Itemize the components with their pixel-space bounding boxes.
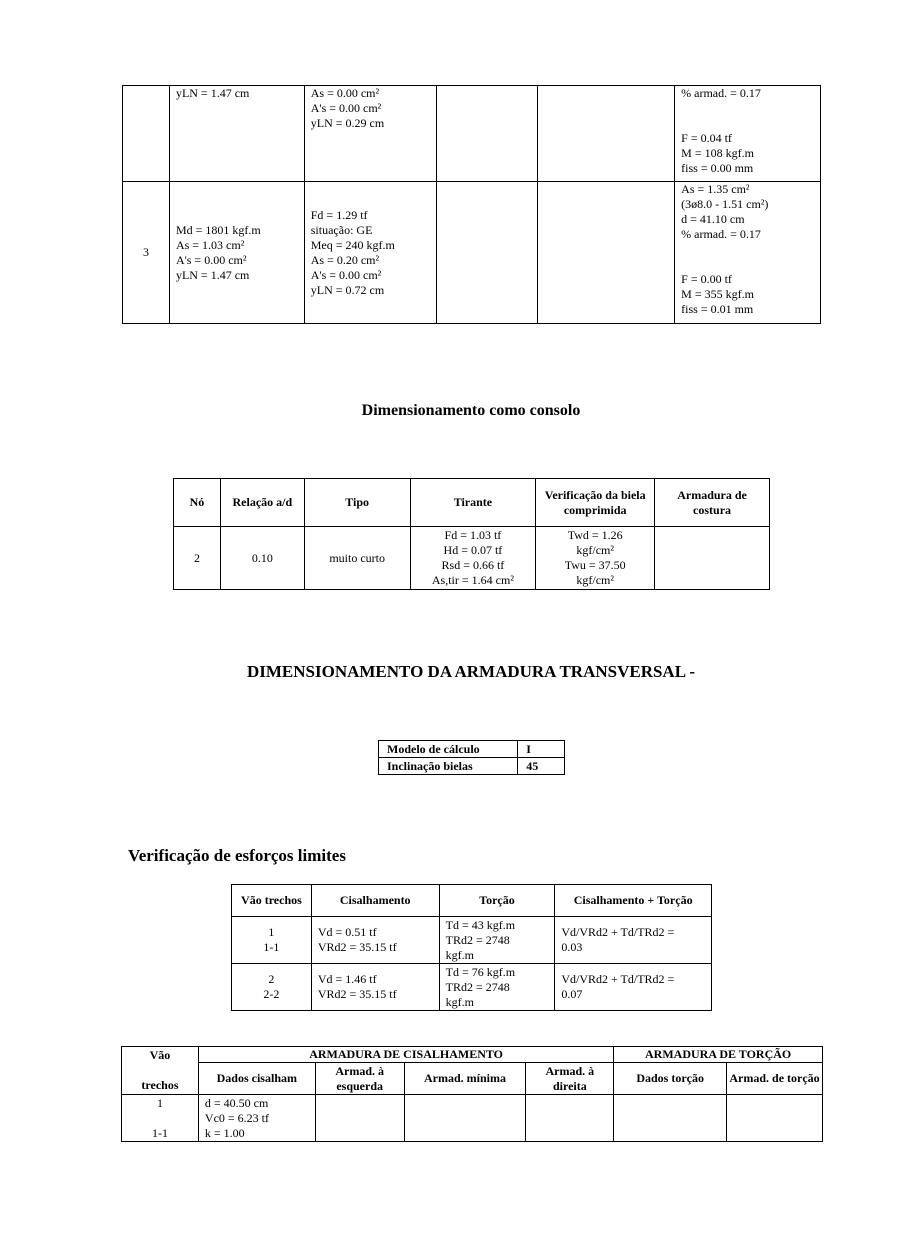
column-header: Verificação da biela comprimida — [536, 479, 655, 527]
table-cell: yLN = 1.47 cm — [169, 86, 304, 182]
vao-header: Vão trechos — [122, 1047, 199, 1095]
table-row — [379, 758, 565, 775]
consolo-table — [173, 478, 770, 590]
table-cell — [436, 86, 538, 182]
table-cell — [526, 1095, 614, 1142]
column-header: Tirante — [410, 479, 536, 527]
node-cell: 3 — [123, 182, 170, 324]
table-cell: muito curto — [304, 527, 410, 590]
table-cell: d = 40.50 cm Vc0 = 6.23 tf k = 1.00 — [198, 1095, 315, 1142]
table-cell: As = 1.35 cm² (3ø8.0 - 1.51 cm²) d = 41.10 cm % armad. = 0.17 F = 0.00 tf M = 355 kgf.m fiss = 0.01 mm — [675, 182, 821, 324]
table-cell — [655, 527, 770, 590]
column-header: Dados torção — [614, 1063, 727, 1095]
flexao-table — [122, 85, 821, 324]
modelo-label: Modelo de cálculo — [379, 741, 518, 758]
table-row — [379, 741, 565, 758]
column-header: Cisalhamento + Torção — [555, 885, 712, 917]
column-header: Tipo — [304, 479, 410, 527]
table-header-row — [232, 885, 712, 917]
column-header: Armad. mínima — [404, 1063, 526, 1095]
table-cell: 1 1-1 — [232, 917, 312, 964]
table-cell — [538, 86, 675, 182]
torcao-group-header: ARMADURA DE TORÇÃO — [614, 1047, 823, 1063]
table-header-row — [174, 479, 770, 527]
table-cell: Td = 43 kgf.m TRd2 = 2748 kgf.m — [439, 917, 555, 964]
table-cell: % armad. = 0.17 F = 0.04 tf M = 108 kgf.m fiss = 0.00 mm — [675, 86, 821, 182]
esforcos-table — [231, 884, 712, 1011]
table-cell: Vd/VRd2 + Td/TRd2 = 0.07 — [555, 964, 712, 1011]
table-cell: 1 1-1 — [122, 1095, 199, 1142]
column-header: Cisalhamento — [311, 885, 439, 917]
inclinacao-value: 45 — [518, 758, 565, 775]
column-header: Relação a/d — [220, 479, 304, 527]
column-header: Nó — [174, 479, 221, 527]
table-cell — [404, 1095, 526, 1142]
consolo-title: Dimensionamento como consolo — [361, 402, 581, 419]
table-header-row — [122, 1047, 823, 1063]
table-header-row — [122, 1063, 823, 1095]
table-row — [174, 527, 770, 590]
table-cell — [315, 1095, 404, 1142]
table-cell: As = 0.00 cm² A's = 0.00 cm² yLN = 0.29 cm — [304, 86, 436, 182]
inclinacao-label: Inclinação bielas — [379, 758, 518, 775]
esforcos-title: Verificação de esforços limites — [128, 846, 346, 865]
table-cell: 2 2-2 — [232, 964, 312, 1011]
table-cell — [614, 1095, 727, 1142]
table-cell — [727, 1095, 823, 1142]
table-row — [123, 86, 821, 182]
table-cell — [436, 182, 538, 324]
column-header: Armad. à esquerda — [315, 1063, 404, 1095]
table-cell: 0.10 — [220, 527, 304, 590]
transversal-title: DIMENSIONAMENTO DA ARMADURA TRANSVERSAL - — [246, 662, 696, 681]
table-row — [232, 964, 712, 1011]
column-header: Dados cisalham — [198, 1063, 315, 1095]
column-header: Armad. à direita — [526, 1063, 614, 1095]
table-row — [122, 1095, 823, 1142]
node-cell — [123, 86, 170, 182]
table-cell — [538, 182, 675, 324]
column-header: Vão trechos — [232, 885, 312, 917]
table-cell: Td = 76 kgf.m TRd2 = 2748 kgf.m — [439, 964, 555, 1011]
table-cell: 2 — [174, 527, 221, 590]
armadura-table — [121, 1046, 823, 1142]
table-cell: Vd = 0.51 tf VRd2 = 35.15 tf — [311, 917, 439, 964]
table-cell: Vd/VRd2 + Td/TRd2 = 0.03 — [555, 917, 712, 964]
cisalhamento-group-header: ARMADURA DE CISALHAMENTO — [198, 1047, 613, 1063]
column-header: Armadura de costura — [655, 479, 770, 527]
column-header: Torção — [439, 885, 555, 917]
table-cell: Fd = 1.03 tf Hd = 0.07 tf Rsd = 0.66 tf As,tir = 1.64 cm² — [410, 527, 536, 590]
table-cell: Twd = 1.26 kgf/cm² Twu = 37.50 kgf/cm² — [536, 527, 655, 590]
table-cell: Vd = 1.46 tf VRd2 = 35.15 tf — [311, 964, 439, 1011]
column-header: Armad. de torção — [727, 1063, 823, 1095]
table-row — [232, 917, 712, 964]
modelo-table — [378, 740, 565, 775]
modelo-value: I — [518, 741, 565, 758]
table-row — [123, 182, 821, 324]
table-cell: Fd = 1.29 tf situação: GE Meq = 240 kgf.m As = 0.20 cm² A's = 0.00 cm² yLN = 0.72 cm — [304, 182, 436, 324]
table-cell: Md = 1801 kgf.m As = 1.03 cm² A's = 0.00 cm² yLN = 1.47 cm — [169, 182, 304, 324]
